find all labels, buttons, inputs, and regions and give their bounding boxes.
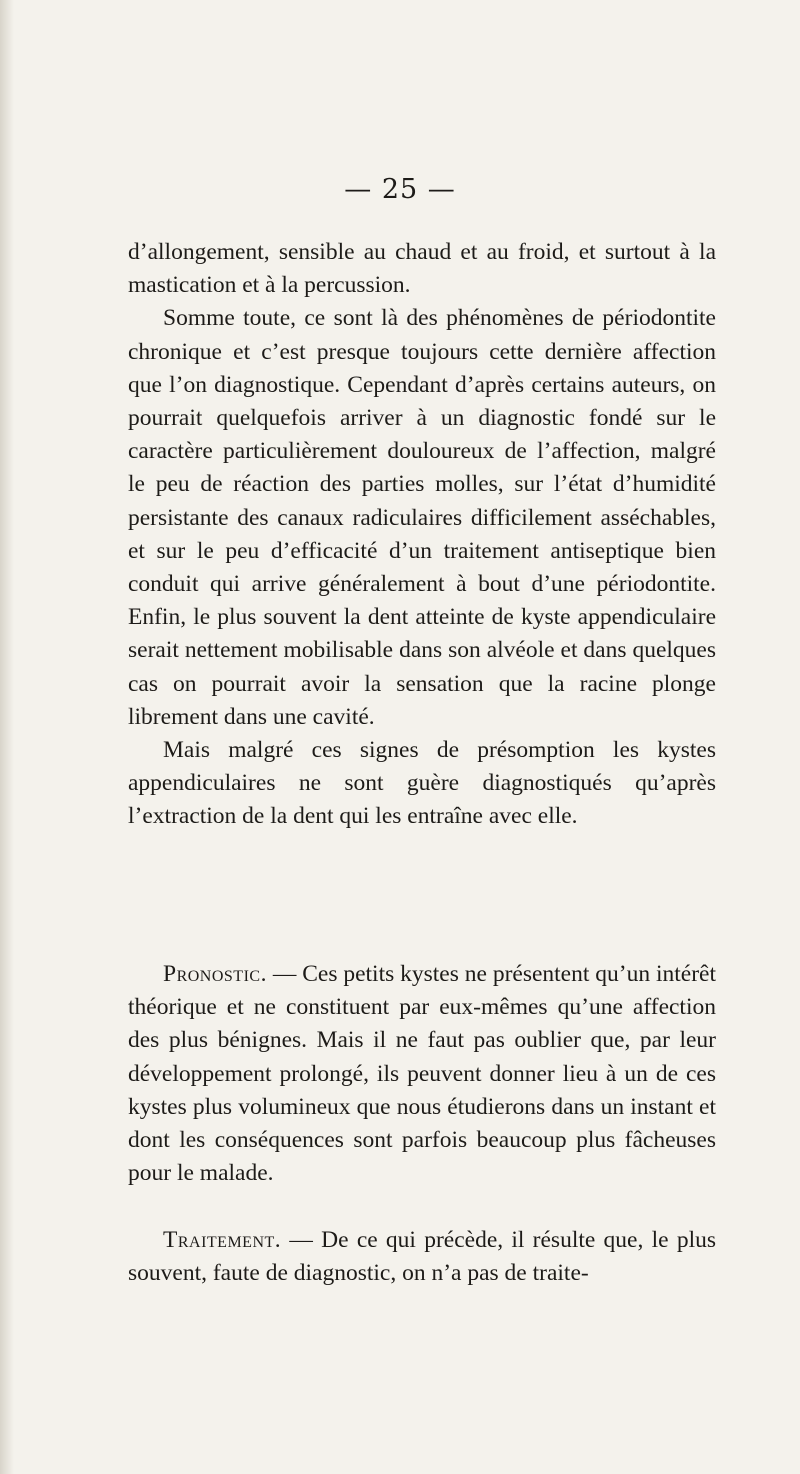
page-edge-shadow <box>0 0 14 1474</box>
text-section-pronostic <box>128 958 716 1190</box>
paragraph-continuation: d’allongement, sensible au chaud et au froid, et surtout à la mastication et à la percussion. <box>128 239 716 299</box>
paragraph-traitement-body: — De ce qui précède, il résulte que, le plus souvent, faute de diagnostic, on n’a pas de traite- <box>128 1227 716 1287</box>
paragraph-diagnostic: Somme toute, ce sont là des phénomènes de périodontite chronique et c’est presque toujours cette dernière affection que l’on diagnostique. Cependant d’après certains auteurs, on pourrait quelquefois arriver à un diagnostic fondé sur le caractère particulièrement douloureux de l’affection, malgré le peu de réaction des parties molles, sur l’état d’humidité persistante des canaux radiculaires difficilement asséchables, et sur le peu d’efficacité d’un traitement antiseptique bien conduit qui arrive généralement à bout d’une périodontite. Enfin, le plus souvent la dent atteinte de kyste appendiculaire serait nettement mobilisable dans son alvéole et dans quelques cas on pourrait avoir la sensation que la racine plonge librement dans une cavité. <box>128 305 716 730</box>
heading-pronostic: Pronostic. <box>163 961 267 987</box>
text-section-diagnostic <box>128 236 716 834</box>
text-section-traitement <box>128 1224 716 1290</box>
paragraph-presumption: Mais malgré ces signes de présomption les kystes appendiculaires ne sont guère diagnostiqués qu’après l’extraction de la dent qui les entraîne avec elle. <box>128 737 716 830</box>
page-number: — 25 — <box>344 174 456 205</box>
paragraph-traitement <box>128 1224 716 1290</box>
heading-traitement: Traitement. <box>163 1227 282 1253</box>
paragraph-pronostic <box>128 958 716 1190</box>
paragraph-pronostic-body: — Ces petits kystes ne présentent qu’un intérêt théorique et ne constituent par eux-mêmes qu’une affection des plus bénignes. Mais il ne faut pas oublier que, par leur développement prolongé, ils peuvent donner lieu à un de ces kystes plus volumineux que nous étudierons dans un instant et dont les conséquences sont parfois beaucoup plus fâcheuses pour le malade. <box>128 961 716 1187</box>
